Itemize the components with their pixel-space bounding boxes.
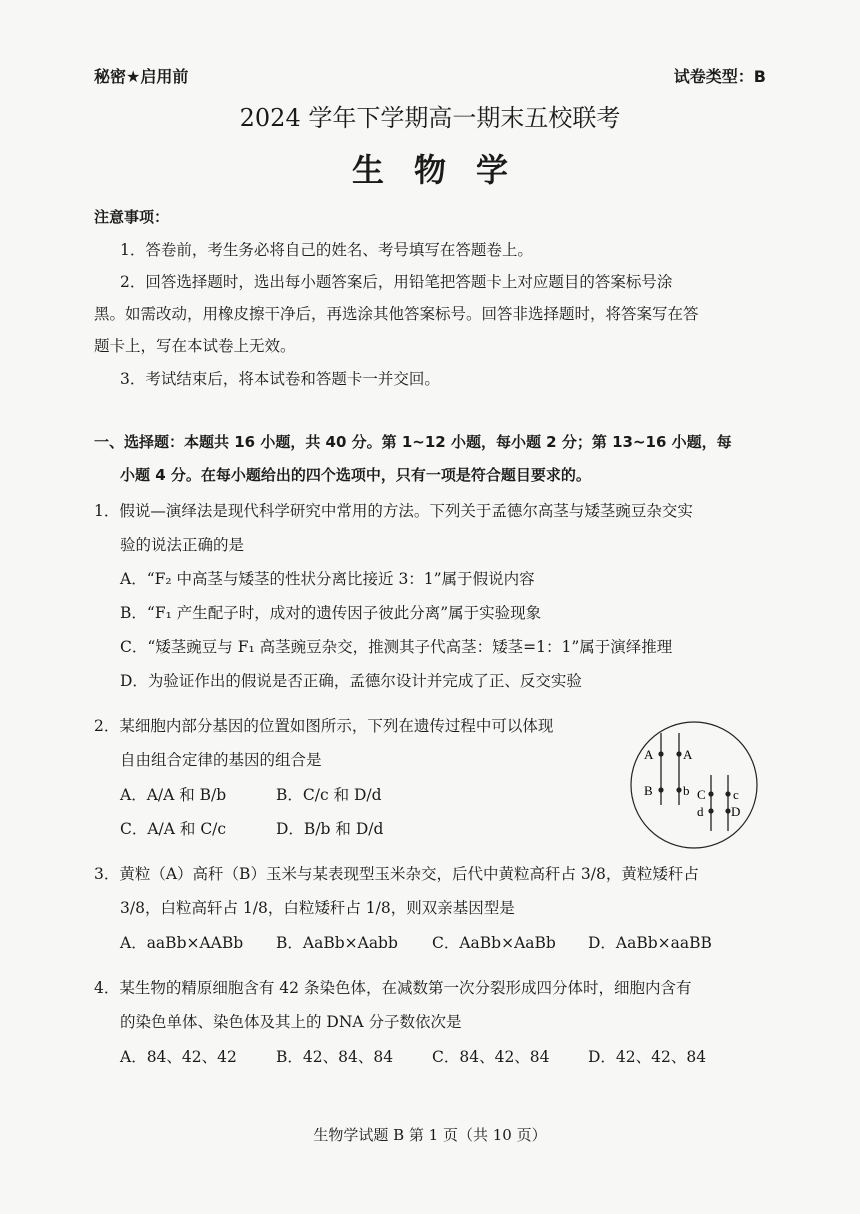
question-2-option-a: A．A/A 和 B/b bbox=[120, 786, 227, 804]
gene-locus bbox=[658, 787, 663, 792]
question-1-option-a: A．“F₂ 中高茎与矮茎的性状分离比接近 3：1”属于假说内容 bbox=[120, 570, 535, 588]
notes-heading: 注意事项： bbox=[94, 208, 170, 226]
question-4-option-d: D．42、42、84 bbox=[588, 1048, 707, 1066]
paper-type-label: 试卷类型：B bbox=[673, 67, 766, 86]
gene-locus bbox=[676, 787, 681, 792]
section-heading: 一、选择题：本题共 16 小题，共 40 分。第 1~12 小题，每小题 2 分；第 13~16 小题，每 bbox=[94, 433, 732, 451]
confidential-label: 秘密★启用前 bbox=[94, 67, 189, 86]
gene-locus bbox=[725, 791, 730, 796]
question-1-stem: 1．假说—演绎法是现代科学研究中常用的方法。下列关于孟德尔高茎与矮茎豌豆杂交实 bbox=[94, 502, 693, 520]
note-line: 题卡上，写在本试卷上无效。 bbox=[94, 337, 296, 355]
gene-label: D bbox=[731, 804, 741, 819]
gene-label: C bbox=[697, 787, 706, 802]
question-2-option-c: C．A/A 和 C/c bbox=[120, 820, 227, 838]
gene-locus bbox=[708, 791, 713, 796]
note-line: 3．考试结束后，将本试卷和答题卡一并交回。 bbox=[120, 370, 440, 388]
question-2-option-b: B．C/c 和 D/d bbox=[276, 786, 382, 804]
question-1-option-d: D．为验证作出的假说是否正确，孟德尔设计并完成了正、反交实验 bbox=[120, 672, 582, 690]
question-1-option-b: B．“F₁ 产生配子时，成对的遗传因子彼此分离”属于实验现象 bbox=[120, 604, 542, 622]
cell-chromosome-diagram bbox=[624, 719, 764, 851]
gene-label: c bbox=[733, 787, 739, 802]
question-2-option-d: D．B/b 和 D/d bbox=[276, 820, 384, 838]
question-1-option-c: C．“矮茎豌豆与 F₁ 高茎豌豆杂交，推测其子代高茎：矮茎=1：1”属于演绎推理 bbox=[120, 638, 673, 656]
section-heading-cont: 小题 4 分。在每小题给出的四个选项中，只有一项是符合题目要求的。 bbox=[120, 466, 591, 484]
note-line: 黑。如需改动，用橡皮擦干净后，再选涂其他答案标号。回答非选择题时，将答案写在答 bbox=[94, 305, 699, 323]
question-3-stem-cont: 3/8，白粒高轩占 1/8，白粒矮秆占 1/8，则双亲基因型是 bbox=[120, 899, 515, 917]
gene-label: A bbox=[644, 747, 654, 762]
gene-label: d bbox=[697, 804, 704, 819]
note-line: 1．答卷前，考生务必将自己的姓名、考号填写在答题卷上。 bbox=[120, 241, 533, 259]
gene-locus bbox=[708, 808, 713, 813]
question-4-option-c: C．84、42、84 bbox=[432, 1048, 550, 1066]
note-line: 2．回答选择题时，选出每小题答案后，用铅笔把答题卡上对应题目的答案标号涂 bbox=[120, 273, 673, 291]
question-1-stem-cont: 验的说法正确的是 bbox=[120, 536, 245, 554]
gene-locus bbox=[676, 751, 681, 756]
gene-label: A bbox=[683, 747, 693, 762]
gene-locus bbox=[658, 751, 663, 756]
question-2-stem: 2．某细胞内部分基因的位置如图所示，下列在遗传过程中可以体现 bbox=[94, 717, 554, 735]
question-4-option-a: A．84、42、42 bbox=[120, 1048, 237, 1066]
question-3-option-b: B．AaBb×Aabb bbox=[276, 934, 398, 952]
question-4-option-b: B．42、84、84 bbox=[276, 1048, 394, 1066]
question-3-option-a: A．aaBb×AABb bbox=[120, 934, 244, 952]
subject-title: 生物学 bbox=[351, 151, 538, 189]
page-footer: 生物学试题 B 第 1 页（共 10 页） bbox=[313, 1126, 547, 1144]
gene-locus bbox=[725, 808, 730, 813]
exam-title: 2024 学年下学期高一期末五校联考 bbox=[239, 104, 621, 132]
question-4-stem: 4．某生物的精原细胞含有 42 条染色体，在减数第一次分裂形成四分体时，细胞内含有 bbox=[94, 979, 692, 997]
question-3-option-c: C．AaBb×AaBb bbox=[432, 934, 556, 952]
gene-label: b bbox=[683, 783, 690, 798]
gene-label: B bbox=[644, 783, 653, 798]
question-3-option-d: D．AaBb×aaBB bbox=[588, 934, 712, 952]
question-4-stem-cont: 的染色单体、染色体及其上的 DNA 分子数依次是 bbox=[120, 1013, 462, 1031]
question-3-stem: 3．黄粒（A）高秆（B）玉米与某表现型玉米杂交，后代中黄粒高秆占 3/8，黄粒矮秆占 bbox=[94, 865, 699, 883]
question-2-stem-cont: 自由组合定律的基因的组合是 bbox=[120, 751, 322, 769]
